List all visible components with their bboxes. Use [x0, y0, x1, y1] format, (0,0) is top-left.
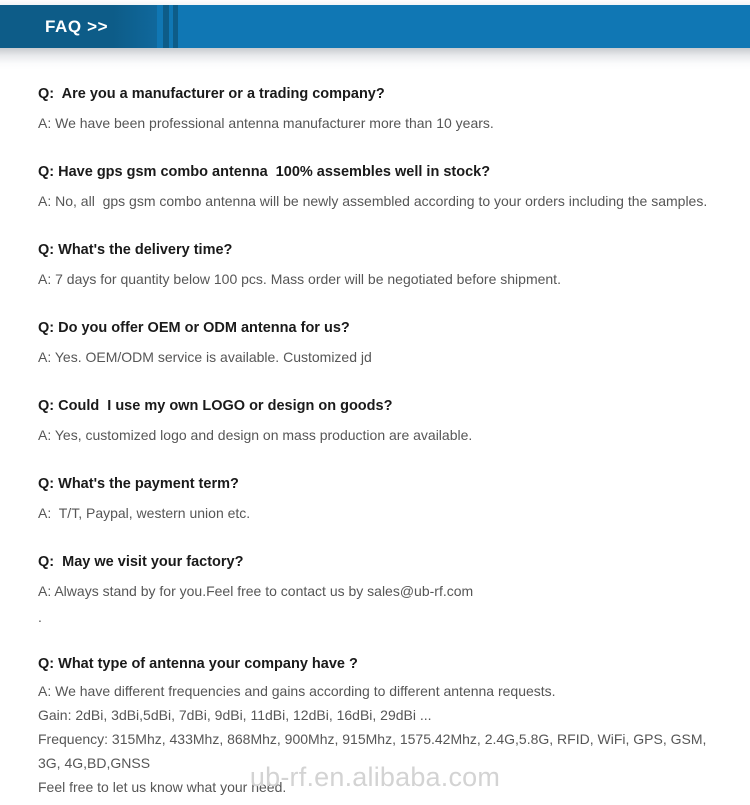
faq-question: Q: What's the delivery time? [38, 242, 233, 258]
faq-answer: A: No, all gps gsm combo antenna will be newly assembled according to your orders including the samples. [38, 193, 708, 209]
banner-title: FAQ >> [45, 17, 109, 36]
faq-item [38, 652, 730, 799]
faq-answer: A: Yes. OEM/ODM service is available. Customized jd [38, 349, 372, 365]
faq-item [38, 394, 730, 448]
faq-question: Q: What type of antenna your company have ? [38, 656, 358, 672]
banner-stripe-first [163, 5, 169, 48]
faq-answer: A: T/T, Paypal, western union etc. [38, 505, 251, 521]
faq-item [38, 82, 730, 136]
faq-trailing-dot: . [38, 609, 42, 625]
faq-answer: A: 7 days for quantity below 100 pcs. Mass order will be negotiated before shipment. [38, 271, 561, 287]
faq-answer-closing: Feel free to let us know what your need. [38, 779, 287, 795]
faq-item [38, 472, 730, 526]
faq-content [0, 56, 750, 799]
faq-answer-gain: Gain: 2dBi, 3dBi,5dBi, 7dBi, 9dBi, 11dBi, 12dBi, 16dBi, 29dBi ... [38, 707, 432, 723]
faq-question: Q: Are you a manufacturer or a trading company? [38, 86, 385, 102]
site-watermark: ub-rf.en.alibaba.com [249, 762, 501, 792]
banner-bar [0, 5, 750, 48]
banner-stripe-second [173, 5, 178, 48]
faq-question: Q: Have gps gsm combo antenna 100% assembles well in stock? [38, 164, 491, 180]
faq-answer: A: We have been professional antenna manufacturer more than 10 years. [38, 115, 494, 131]
faq-answer: A: We have different frequencies and gains according to different antenna requests. [38, 683, 556, 699]
faq-answer: A: Always stand by for you.Feel free to contact us by sales@ub-rf.com [38, 583, 474, 599]
faq-item [38, 238, 730, 292]
faq-answer-frequency: Frequency: 315Mhz, 433Mhz, 868Mhz, 900Mhz, 915Mhz, 1575.42Mhz, 2.4G,5.8G, RFID, WiFi, GPS, GSM, 3G, 4G,BD,GNSS [38, 731, 711, 771]
faq-item [38, 160, 730, 214]
faq-item [38, 550, 730, 628]
faq-question: Q: Could I use my own LOGO or design on goods? [38, 398, 393, 414]
faq-question: Q: Do you offer OEM or ODM antenna for us? [38, 320, 350, 336]
faq-question: Q: May we visit your factory? [38, 554, 244, 570]
faq-question: Q: What's the payment term? [38, 476, 239, 492]
faq-answer: A: Yes, customized logo and design on mass production are available. [38, 427, 473, 443]
faq-banner [0, 0, 750, 56]
faq-item [38, 316, 730, 370]
